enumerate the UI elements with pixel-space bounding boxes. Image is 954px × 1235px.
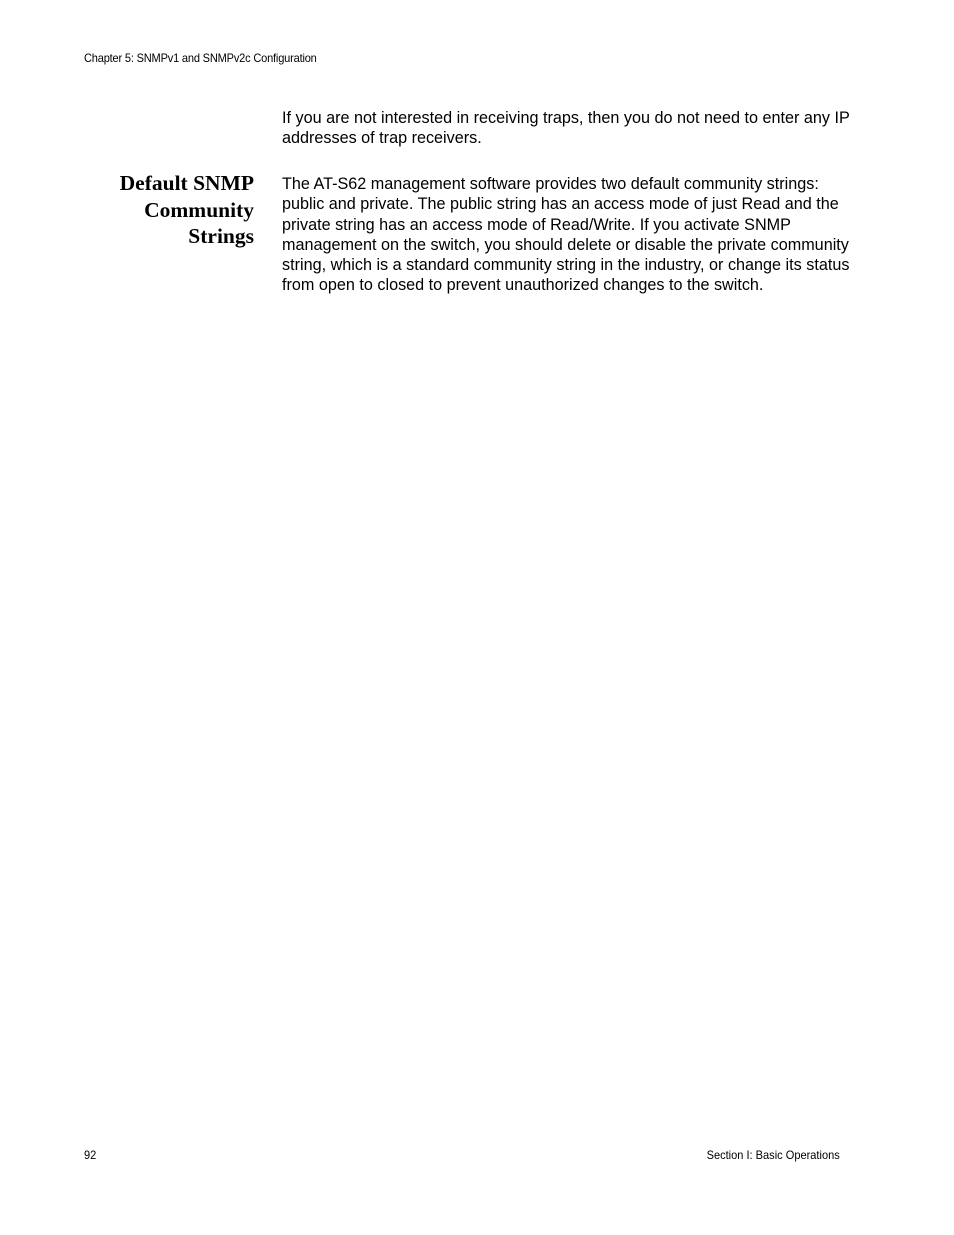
page-number: 92 xyxy=(84,1148,97,1162)
running-header: Chapter 5: SNMPv1 and SNMPv2c Configuration xyxy=(84,51,317,65)
section-heading-line-2: Community xyxy=(144,197,254,222)
section-heading-line-3: Strings xyxy=(188,224,254,248)
footer-section-title: Section I: Basic Operations xyxy=(706,1148,840,1162)
section-heading-line-1: Default SNMP xyxy=(119,171,254,195)
section-paragraph: The AT-S62 management software provides two default community strings: public and private. The public string has an access mode of just Read and the private string has an access mode of Read/Write. If you activate SNMP management on the switch, you should delete or disable the private community string, which is a standard community string in the industry, or change its status from open to closed to prevent unauthorized changes to the switch. xyxy=(282,175,850,295)
intro-paragraph: If you are not interested in receiving traps, then you do not need to enter any IP addresses of trap receivers. xyxy=(282,109,850,148)
section-heading xyxy=(84,170,254,250)
